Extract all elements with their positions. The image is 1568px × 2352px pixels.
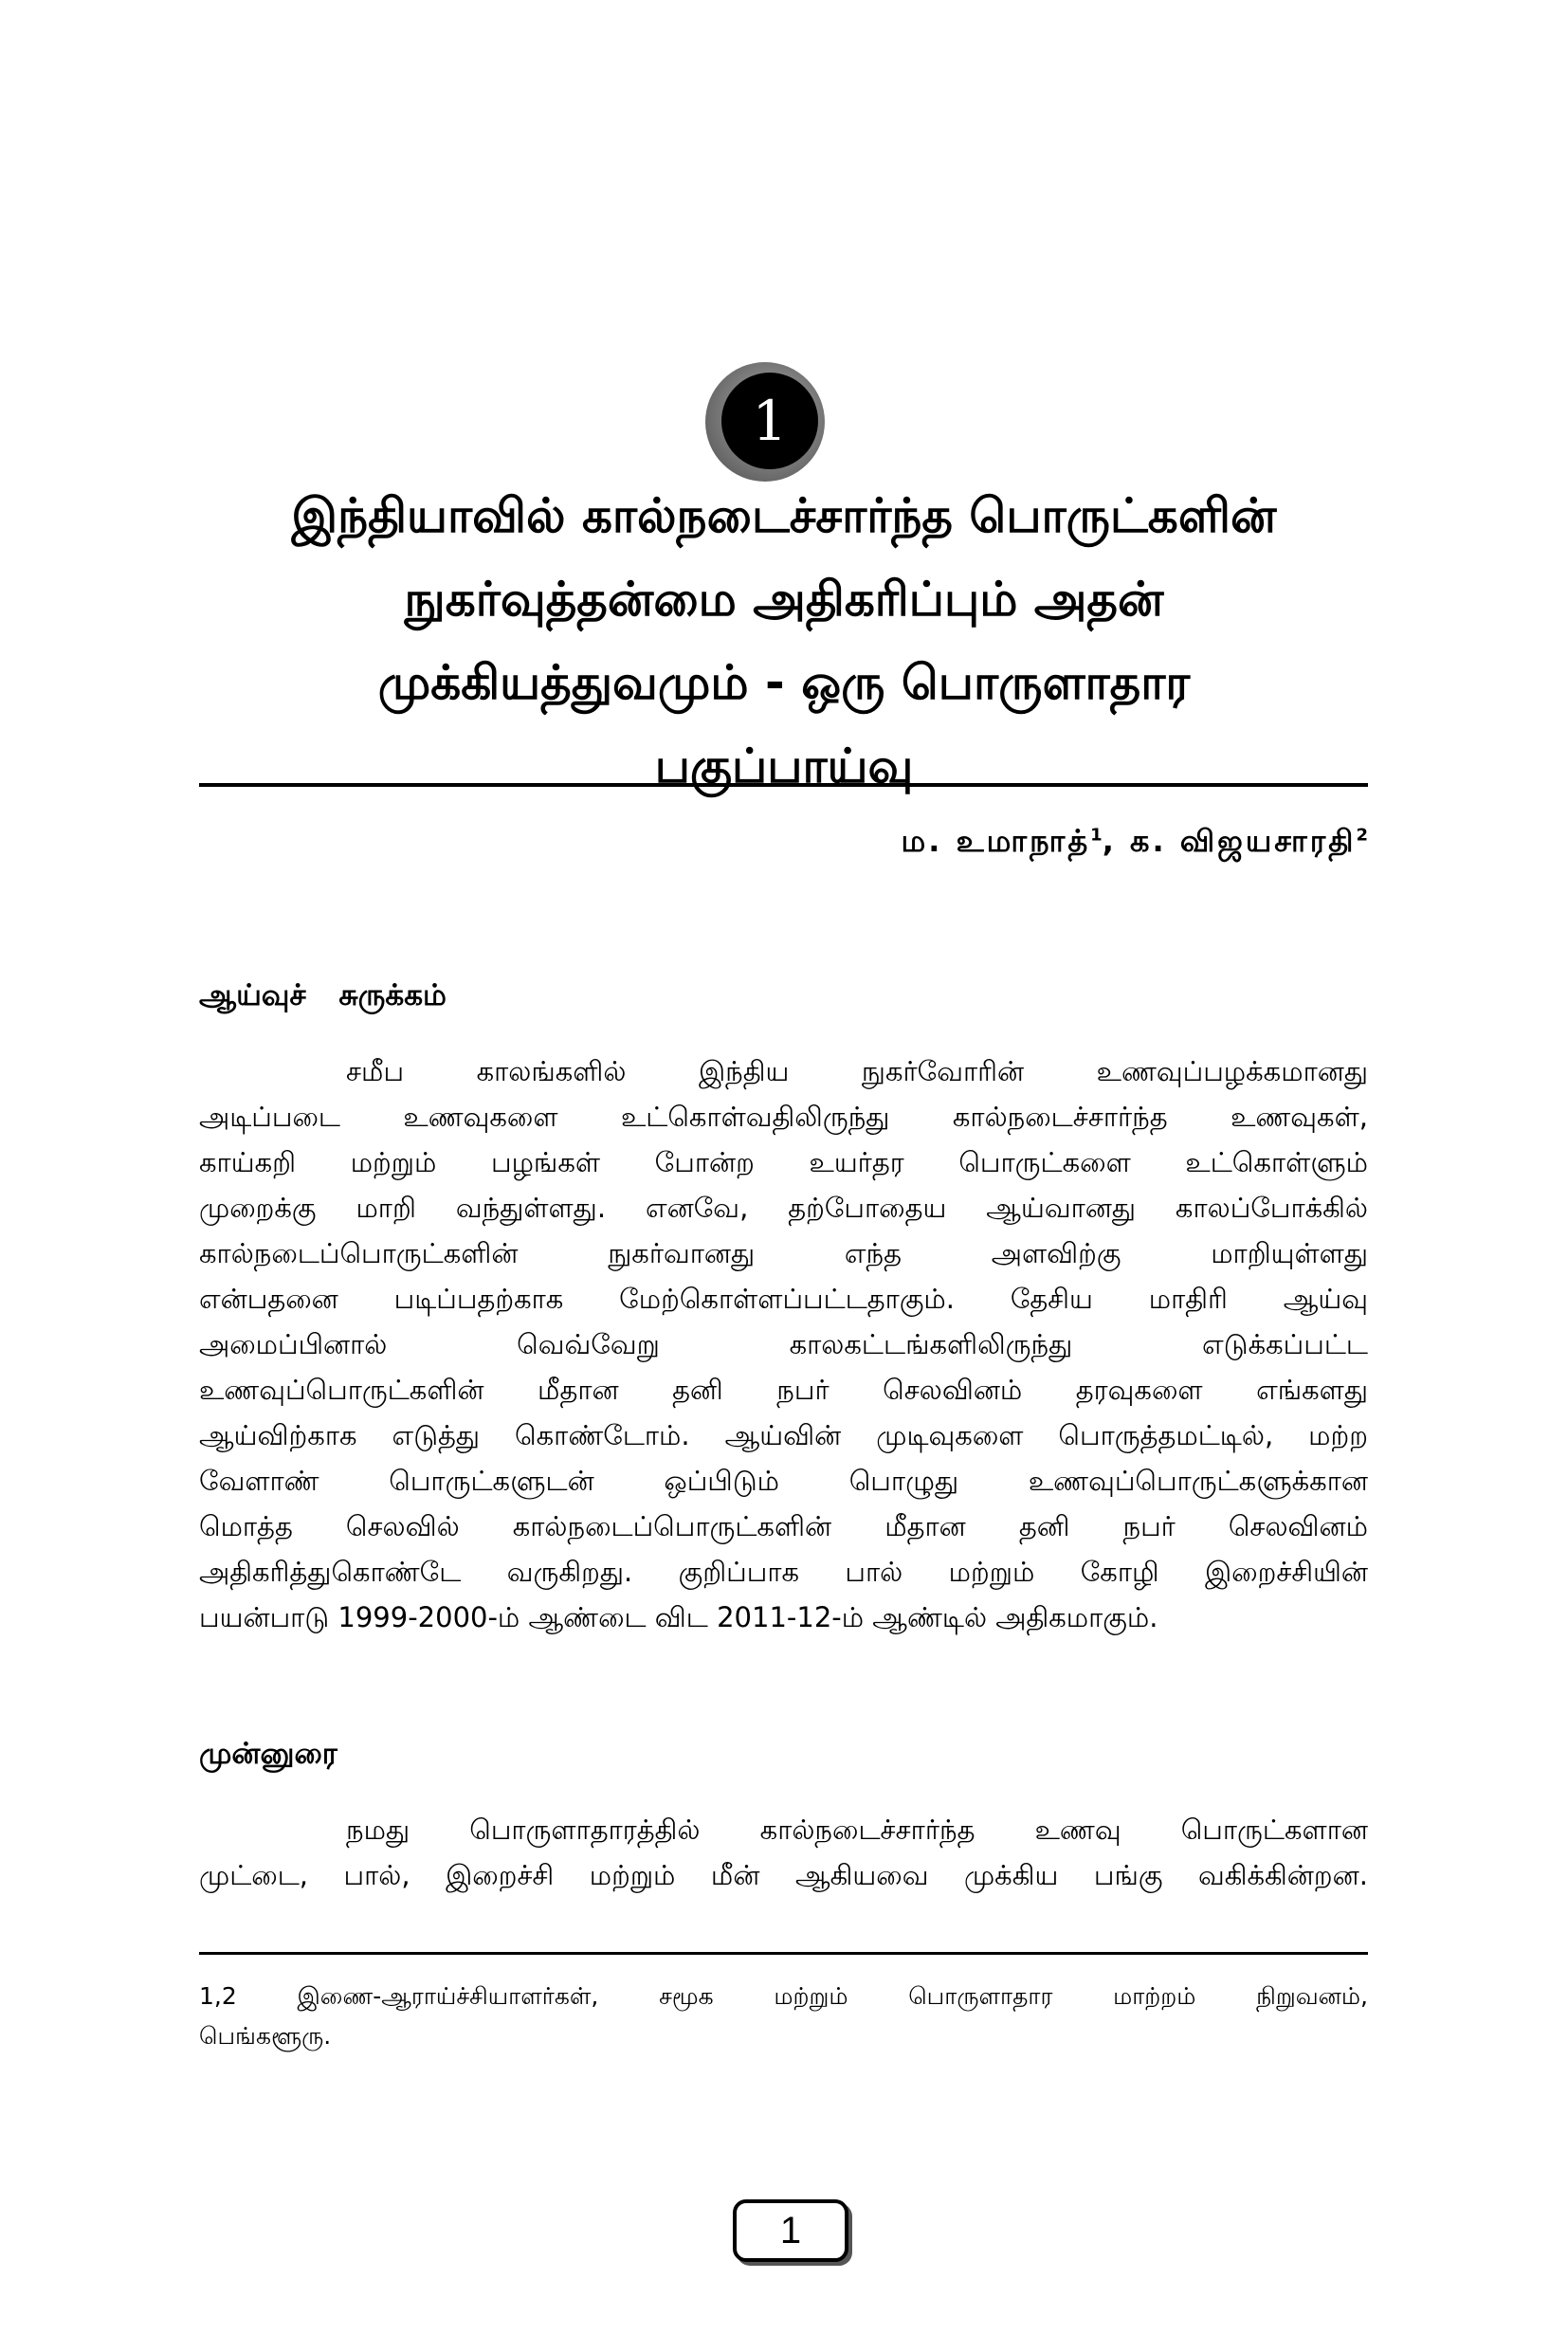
paragraph-line: ஆய்விற்காக எடுத்து கொண்டோம். ஆய்வின் முடிவுகளை பொருத்தமட்டில், மற்ற [199,1419,1368,1451]
page-number: 1 [733,2199,848,2262]
author-name: ம. உமாநாத் [901,823,1091,859]
paragraph-line: வேளாண் பொருட்களுடன் ஒப்பிடும் பொழுது உணவுப்பொருட்களுக்கான [199,1465,1368,1497]
author-separator: , [1102,823,1130,859]
introduction-heading: முன்னுரை [199,1737,337,1771]
title-line: முக்கியத்துவமும் - ஒரு பொருளாதார [377,655,1191,710]
paragraph-line: பயன்பாடு 1999-2000-ம் ஆண்டை விட 2011-12-ம் ஆண்டில் அதிகமாகும். [199,1601,1158,1633]
paragraph-line: அமைப்பினால் வெவ்வேறு காலகட்டங்களிலிருந்து எடுக்கப்பட்ட [199,1328,1368,1360]
paragraph-line: முறைக்கு மாறி வந்துள்ளது. எனவே, தற்போதைய ஆய்வானது காலப்போக்கில் [199,1192,1368,1224]
paragraph-line: கால்நடைப்பொருட்களின் நுகர்வானது எந்த அளவிற்கு மாறியுள்ளது [199,1237,1368,1269]
footnote-line: 1,2 இணை-ஆராய்ச்சியாளர்கள், சமூக மற்றும் பொருளாதார மாற்றம் நிறுவனம், [199,1982,1368,2010]
authors-line [902,823,1368,863]
author-affiliation-mark: 1 [1090,825,1103,846]
paragraph-line: முட்டை, பால், இறைச்சி மற்றும் மீன் ஆகியவை முக்கிய பங்கு வகிக்கின்றன. [199,1859,1368,1891]
abstract-heading: ஆய்வுச் சுருக்கம் [199,978,447,1012]
author-name: க. விஜயசாரதி [1129,823,1357,859]
paragraph-line: என்பதனை படிப்பதற்காக மேற்கொள்ளப்பட்டதாகும். தேசிய மாதிரி ஆய்வு [199,1283,1368,1315]
chapter-title [190,474,1378,808]
abstract-paragraph [199,1048,1368,1640]
footnote [199,1977,1368,2056]
title-divider [199,783,1368,787]
author-affiliation-mark: 2 [1356,825,1368,846]
chapter-number: 1 [721,373,818,469]
title-line: பகுப்பாய்வு [654,738,914,793]
title-line: நுகர்வுத்தன்மை அதிகரிப்பும் அதன் [404,572,1164,627]
title-line: இந்தியாவில் கால்நடைச்சார்ந்த பொருட்களின் [291,488,1277,543]
introduction-paragraph [199,1807,1368,1898]
paragraph-line: நமது பொருளாதாரத்தில் கால்நடைச்சார்ந்த உணவு பொருட்களான [346,1814,1368,1846]
footnote-divider [199,1952,1368,1955]
paragraph-line: உணவுப்பொருட்களின் மீதான தனி நபர் செலவினம் தரவுகளை எங்களது [199,1374,1368,1406]
paragraph-line: அதிகரித்துகொண்டே வருகிறது. குறிப்பாக பால் மற்றும் கோழி இறைச்சியின் [199,1556,1368,1588]
footnote-line: பெங்களூரு. [199,2022,332,2050]
chapter-badge [705,362,825,482]
paragraph-line: சமீப காலங்களில் இந்திய நுகர்வோரின் உணவுப்பழக்கமானது [346,1055,1368,1087]
paragraph-line: அடிப்படை உணவுகளை உட்கொள்வதிலிருந்து கால்நடைச்சார்ந்த உணவுகள், [199,1101,1368,1133]
paragraph-line: காய்கறி மற்றும் பழங்கள் போன்ற உயர்தர பொருட்களை உட்கொள்ளும் [199,1146,1368,1178]
paragraph-line: மொத்த செலவில் கால்நடைப்பொருட்களின் மீதான தனி நபர் செலவினம் [199,1510,1368,1542]
